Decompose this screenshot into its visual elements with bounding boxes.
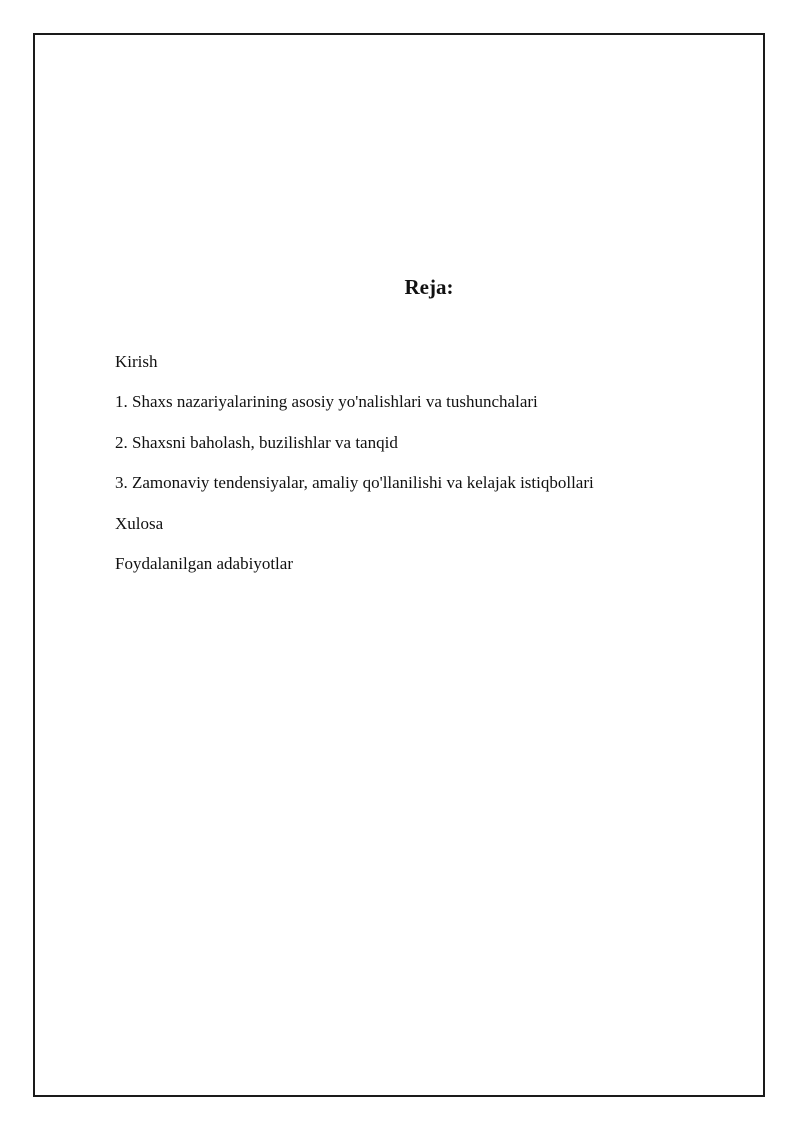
plan-item-conclusion: Xulosa [115, 513, 164, 533]
plan-item-chapter-2: 2. Shaxsni baholash, buzilishlar va tanqid [115, 432, 398, 452]
plan-item-references: Foydalanilgan adabiyotlar [115, 553, 293, 573]
plan-item-chapter-1: 1. Shaxs nazariyalarining asosiy yo'nalishlari va tushunchalari [115, 392, 538, 412]
plan-item-introduction: Kirish [115, 352, 158, 371]
plan-item-chapter-3: 3. Zamonaviy tendensiyalar, amaliy qo'llanilishi va kelajak istiqbollari [115, 473, 594, 493]
plan-list [115, 350, 594, 592]
plan-title: Reja: [404, 275, 454, 299]
